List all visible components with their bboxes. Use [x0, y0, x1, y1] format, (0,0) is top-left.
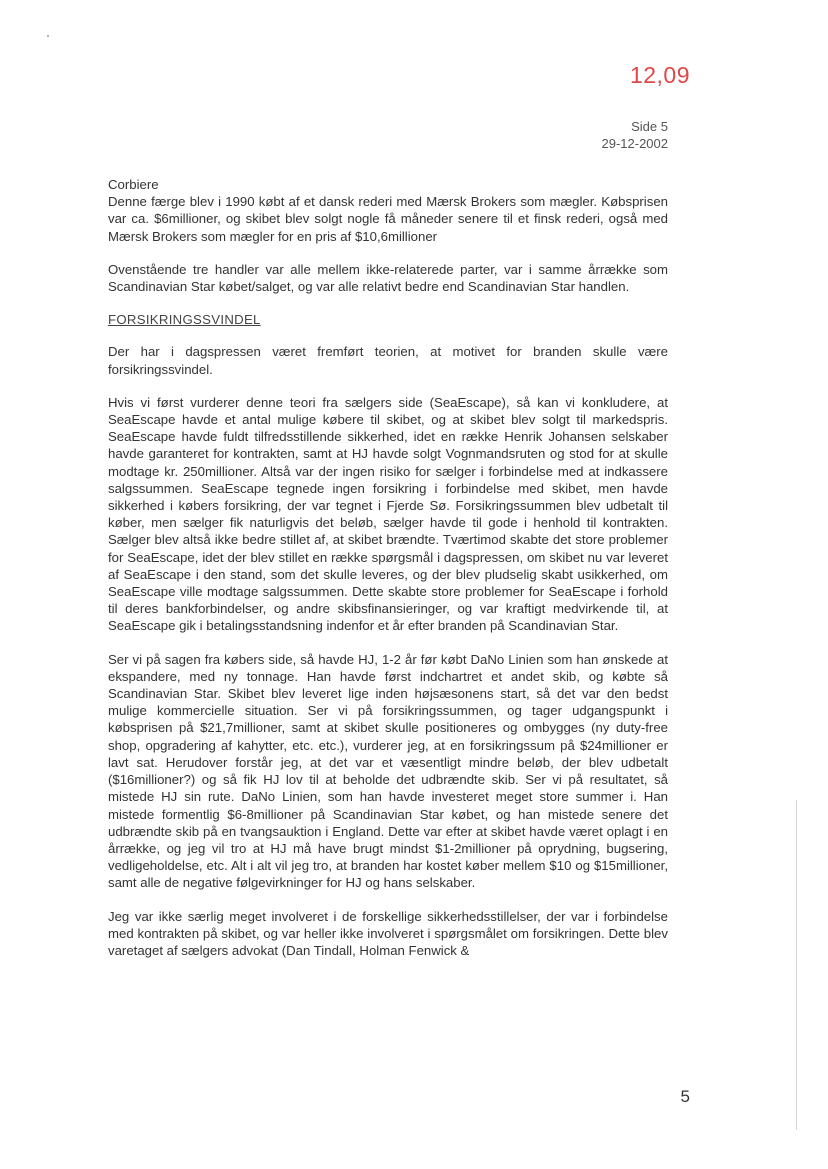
page-number: 5 — [680, 1087, 690, 1106]
paragraph: Hvis vi først vurderer denne teori fra sælgers side (SeaEscape), så kan vi konkludere, at SeaEscape havde et antal mulige købere til skibet, og at skibet blev solgt til markedspris. SeaEscape havde fuldt tilfredsstillende sikkerhed, idet en række Henrik Johansen selskaber havde garanteret for kontrakten, samt at HJ havde solgt Vognmandsruten og stod for at skulle modtage kr. 250millioner. Altså var der ingen risiko for sælger i forbindelse med at indkassere salgssummen. SeaEscape tegnede ingen forsikring i forbindelse med skibet, men havde sikkerhed i købers forsikring, der var tegnet i Fjerde Sø. Forsikringssummen blev udbetalt til køber, men sælger fik naturligvis det beløb, sælger havde til gode i henhold til kontrakten. Sælger blev altså ikke bedre stillet af, at skibet brændte. Tværtimod skabte det store problemer for SeaEscape, idet der blev stillet en række spørgsmål i dagspressen, om skibet nu var leveret af SeaEscape i den stand, som det skulle leveres, og der blev pludselig skabt usikkerhed, om SeaEscape ville modtage salgssummen. Dette skabte store problemer for SeaEscape i forhold til deres bankforbindelser, og andre skibsfinansieringer, og var kraftigt medvirkende til, at SeaEscape gik i betalingsstandsning indenfor et år efter branden på Scandinavian Star. — [108, 394, 668, 634]
document-body — [108, 176, 668, 975]
paragraph-corbiere — [108, 176, 668, 245]
paragraph: Jeg var ikke særlig meget involveret i de forskellige sikkerhedsstillelser, der var i forbindelse med kontrakten på skibet, og var heller ikke involveret i spørgsmålet om forsikringen. Dette blev varetaget af sælgers advokat (Dan Tindall, Holman Fenwick & — [108, 908, 668, 958]
paragraph: Ovenstående tre handler var alle mellem ikke-relaterede parter, var i samme årrække som Scandinavian Star købet/salget, og var alle relativt bedre end Scandinavian Star handlen. — [108, 261, 668, 295]
paragraph-text: Denne færge blev i 1990 købt af et dansk rederi med Mærsk Brokers som mægler. Købsprisen var ca. $6millioner, og skibet blev solgt nogle få måneder senere til et finsk rederi, også med Mærsk Brokers som mægler for en pris af $10,6millioner — [108, 194, 668, 244]
section-heading: FORSIKRINGSSVINDEL — [108, 312, 261, 328]
subsection-title: Corbiere — [108, 177, 159, 192]
page-label: Side 5 — [631, 119, 668, 134]
paragraph: Ser vi på sagen fra købers side, så havde HJ, 1-2 år før købt DaNo Linien som han ønskede at ekspandere, med ny tonnage. Han havde først indchartret et andet skib, og købte så Scandinavian Star. Skibet blev leveret lige inden højsæsonens start, så det var den bedst mulige kommercielle situation. Ser vi på forsikringssummen, og tager udgangspunkt i købsprisen på $21,7millioner, samt at skibet skulle positioneres og ombygges (ny duty-free shop, opgradering af kahytter, etc. etc.), vurderer jeg, at en forsikringssum på $24millioner er lavt sat. Herudover forstår jeg, at det var et væsentligt mindre beløb, der blev udbetalt ($16millioner?) og så fik HJ lov til at beholde det udbrændte skib. Ser vi på resultatet, så mistede HJ sin rute. DaNo Linien, som han havde investeret meget store summer i. Han mistede formentlig $6-8millioner på Scandinavian Star købet, og han mistede senere det udbrændte skib på en tvangsauktion i England. Dette var efter at skibet havde været oplagt i en årrække, og jeg vil tro at HJ må have brugt mindst $1-2millioner på oprydning, bugsering, vedligeholdelse, etc. Alt i alt vil jeg tro, at branden har kostet køber mellem $10 og $15millioner, samt alle de negative følgevirkninger for HJ og hans selskaber. — [108, 651, 668, 891]
paragraph: Der har i dagspressen været fremført teorien, at motivet for branden skulle være forsikringssvindel. — [108, 344, 668, 377]
scan-edge-line — [796, 800, 797, 1130]
scan-speck — [47, 35, 49, 37]
handwritten-annotation: 12,09 — [629, 62, 690, 88]
document-date: 29-12-2002 — [601, 136, 668, 151]
